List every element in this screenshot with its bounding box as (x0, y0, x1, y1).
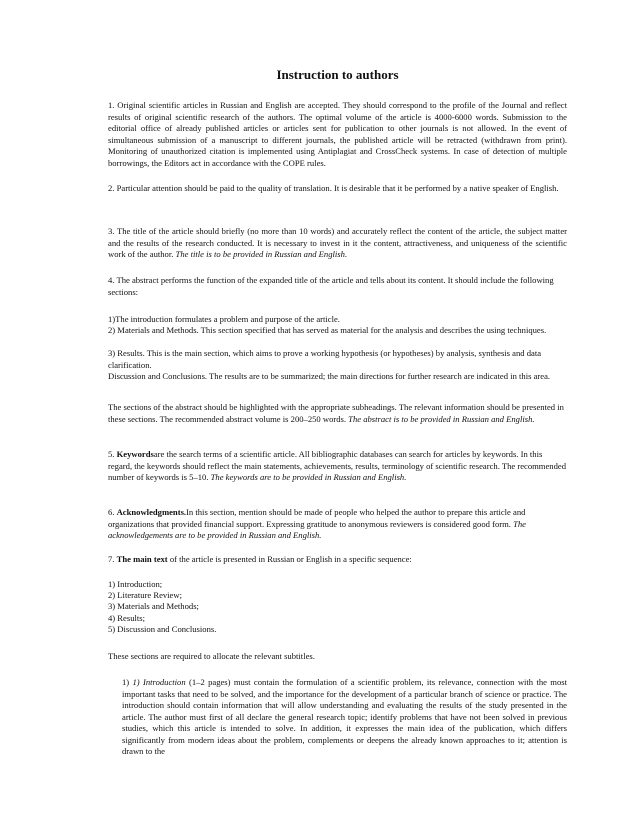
paragraph-2: 2. Particular attention should be paid to the quality of translation. It is desirable that it be performed by a native speaker of English. (108, 183, 559, 193)
acknowledgments-text: In this section, mention should be made of people who helped the author to prepare this article and organizations that provided financial support. Expressing gratitude to anonymous reviewers is considered good form. (108, 507, 526, 529)
paragraph-3-text: 3. The title of the article should briefly (no more than 10 words) and accurately reflect the content of the article, the subject matter and the results of the research conducted. It is necessary to invest in it the content, attractiveness, and uniqueness of the scientific work of the author. (108, 226, 567, 259)
acknowledgments-italic: The acknowledgements are to be provided in Russian and English. (108, 518, 526, 540)
paragraph-5 (108, 402, 567, 425)
introduction-label: 1) Introduction (132, 677, 186, 687)
paragraph-3 (108, 226, 567, 261)
main-text-text: of the article is presented in Russian or English in a specific sequence: (167, 554, 412, 564)
list-item: 1) Introduction; (108, 579, 163, 589)
page-title: Instruction to authors (276, 67, 399, 82)
paragraph-3-italic: The title is to be provided in Russian and English. (175, 249, 348, 259)
paragraph-subtitles-note: These sections are required to allocate the relevant subtitles. (108, 651, 315, 661)
abstract-section-4: Discussion and Conclusions. The results are to be summarized; the main directions for further research are indicated in this area. (108, 371, 551, 381)
paragraph-1: 1. Original scientific articles in Russian and English are accepted. They should correspond to the profile of the Journal and reflect results of original scientific research of the authors. The optimal volume of the article is 4000-6000 words. Submission to the editorial office of already published articles or articles sent for publication to other journals is not allowed. In the event of simultaneous submission of a manuscript to different journals, the published article will be retracted (withdrawn from print). Monitoring of unauthorized citation is implemented using Antiplagiat and CrossCheck systems. In case of detection of multiple borrowings, the Editors act in accordance with the COPE rules. (108, 100, 567, 168)
paragraph-5-italic: The abstract is to be provided in Russian and English. (348, 413, 535, 424)
keywords-number: 5. (108, 449, 117, 459)
list-item: 5) Discussion and Conclusions. (108, 624, 217, 634)
keywords-label: Keywords (116, 449, 154, 459)
list-item: 4) Results; (108, 613, 146, 623)
acknowledgments-number: 6. (108, 507, 117, 517)
paragraph-introduction (122, 677, 567, 758)
paragraph-5-text: The sections of the abstract should be highlighted with the appropriate subheadings. The relevant information should be presented in these sections. The recommended abstract volume is 200–250 words. (108, 402, 564, 424)
paragraph-4: 4. The abstract performs the function of the expanded title of the article and tells about its content. It should include the following sections: (108, 275, 554, 297)
paragraph-acknowledgments (108, 507, 567, 542)
abstract-section-1: 1)The introduction formulates a problem and purpose of the article. (108, 314, 340, 324)
paragraph-keywords (108, 449, 567, 484)
keywords-text: are the search terms of a scientific article. All bibliographic databases can search for articles by keywords. In this regard, the keywords should reflect the main statements, achievements, results, terminology of scientific research. The recommended number of keywords is 5–10. (108, 449, 567, 482)
paragraph-main-text (108, 554, 567, 566)
main-text-number: 7. (108, 554, 117, 564)
main-text-label: The main text (116, 554, 168, 564)
list-item: 2) Literature Review; (108, 590, 182, 600)
keywords-italic: The keywords are to be provided in Russian and English. (210, 472, 407, 482)
acknowledgments-label: Acknowledgments. (116, 507, 187, 517)
abstract-section-2: 2) Materials and Methods. This section specified that has served as material for the analysis and describes the using techniques. (108, 325, 547, 335)
introduction-number: 1) (122, 677, 133, 687)
abstract-section-3: 3) Results. This is the main section, which aims to prove a working hypothesis (or hypotheses) by analysis, synthesis and data clarification. (108, 348, 542, 370)
list-item: 3) Materials and Methods; (108, 601, 199, 611)
introduction-text: (1–2 pages) must contain the formulation of a scientific problem, its relevance, connection with the most important tasks that need to be solved, and the importance for the development of a particular branch of science or practice. The introduction should contain information that will allow understanding and evaluating the results of the study presented in the article. The author must first of all declare the general research topic; identify problems that have not been solved in previous studies, which this article is intended to solve. In addition, it expresses the main idea of the publication, which differs significantly from modern ideas about the problem, complements or deepens the already known approaches to it; attention is drawn to the (122, 677, 567, 756)
